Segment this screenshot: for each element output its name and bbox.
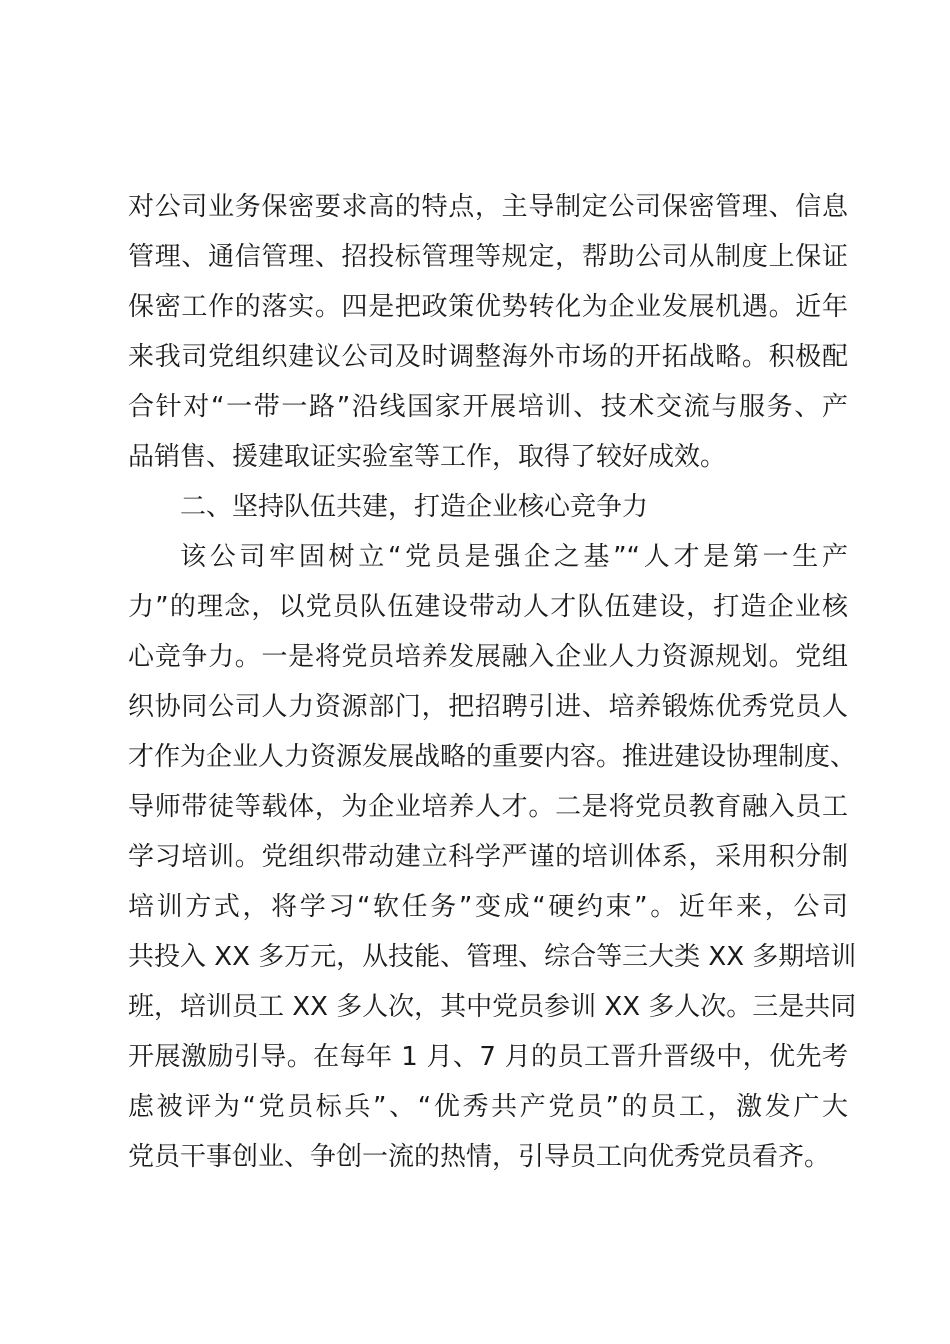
text-line-9: 力”的理念，以党员队伍建设带动人才队伍建设，打造企业核 <box>128 592 848 622</box>
text-line-20: 党员干事创业、争创一流的热情，引导员工向优秀党员看齐。 <box>128 1142 831 1172</box>
text-line-18: 开展激励引导。在每年 1 月、7 月的员工晋升晋级中，优先考 <box>128 1042 848 1072</box>
text-line-2: 管理、通信管理、招投标管理等规定，帮助公司从制度上保证 <box>128 242 848 272</box>
text-line-13: 导师带徒等载体，为企业培养人才。二是将党员教育融入员工 <box>128 792 848 822</box>
text-line-4: 来我司党组织建议公司及时调整海外市场的开拓战略。积极配 <box>128 342 848 372</box>
text-line-3: 保密工作的落实。四是把政策优势转化为企业发展机遇。近年 <box>128 292 848 322</box>
text-line-5: 合针对“一带一路”沿线国家开展培训、技术交流与服务、产 <box>128 392 848 422</box>
text-line-15: 培训方式，将学习“软任务”变成“硬约束”。近年来，公司 <box>128 892 848 922</box>
text-line-10: 心竞争力。一是将党员培养发展融入企业人力资源规划。党组 <box>128 642 848 672</box>
document-body <box>128 182 857 1182</box>
text-line-16: 共投入 XX 多万元，从技能、管理、综合等三大类 XX 多期培训 <box>128 942 857 972</box>
text-line-17: 班，培训员工 XX 多人次，其中党员参训 XX 多人次。三是共同 <box>128 992 857 1022</box>
text-line-6: 品销售、援建取证实验室等工作，取得了较好成效。 <box>128 442 727 472</box>
text-line-12: 才作为企业人力资源发展战略的重要内容。推进建设协理制度、 <box>128 742 857 772</box>
text-line-8: 该公司牢固树立“党员是强企之基”“人才是第一生产 <box>180 542 848 572</box>
text-line-1: 对公司业务保密要求高的特点，主导制定公司保密管理、信息 <box>128 192 848 222</box>
section-heading: 二、坚持队伍共建，打造企业核心竞争力 <box>180 492 649 522</box>
text-line-14: 学习培训。党组织带动建立科学严谨的培训体系，采用积分制 <box>128 842 848 872</box>
text-line-11: 织协同公司人力资源部门，把招聘引进、培养锻炼优秀党员人 <box>128 692 848 722</box>
text-line-19: 虑被评为“党员标兵”、“优秀共产党员”的员工，激发广大 <box>128 1092 848 1122</box>
